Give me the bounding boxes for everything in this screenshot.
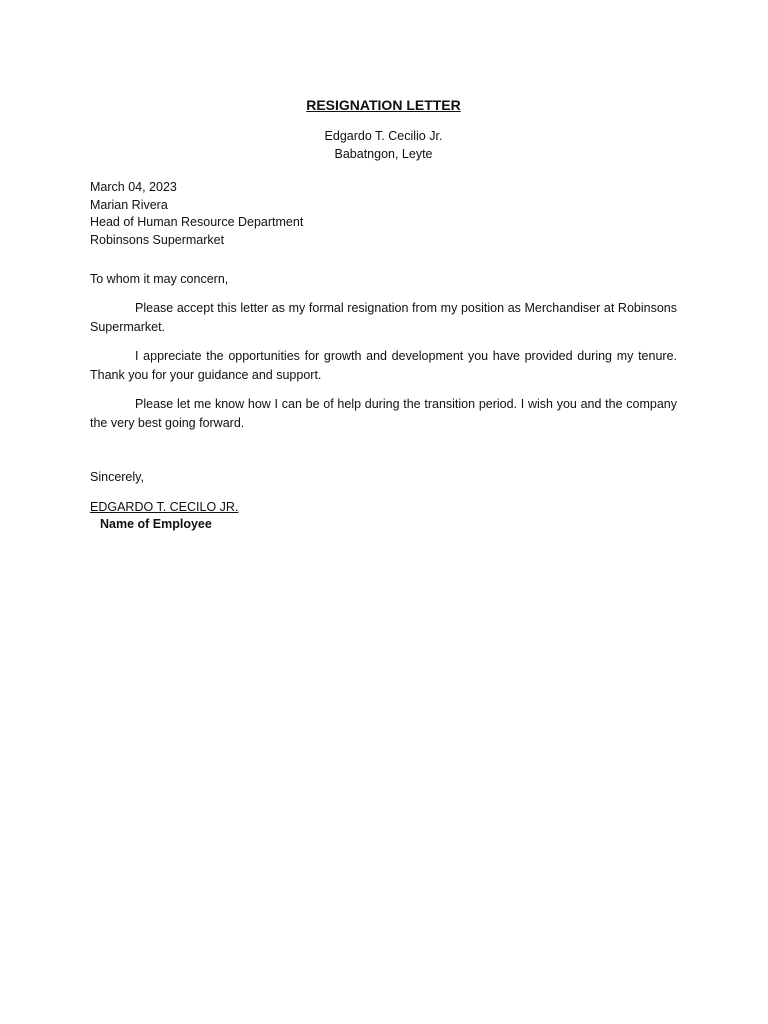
signature-label: Name of Employee [100, 517, 212, 531]
salutation: To whom it may concern, [90, 272, 229, 286]
sender-block [90, 127, 677, 163]
signature-name: EDGARDO T. CECILO JR. [90, 500, 239, 514]
closing: Sincerely, [90, 469, 144, 484]
paragraph: I appreciate the opportunities for growth and development you have provided during my tenure. Thank you for your guidance and support. [90, 348, 677, 382]
recipient-block [90, 179, 677, 249]
sender-address: Babatngon, Leyte [334, 147, 433, 161]
letter-body [90, 95, 677, 533]
recipient-position: Head of Human Resource Department [90, 215, 304, 229]
paragraph: Please let me know how I can be of help during the transition period. I wish you and the company the very best going forward. [90, 396, 677, 430]
recipient-company: Robinsons Supermarket [90, 232, 225, 247]
paragraph: Please accept this letter as my formal resignation from my position as Merchandiser at Robinsons Supermarket. [90, 300, 677, 334]
sender-name: Edgardo T. Cecilio Jr. [324, 129, 443, 143]
letter-title: RESIGNATION LETTER [306, 97, 461, 113]
recipient-name: Marian Rivera [90, 197, 168, 212]
letter-date: March 04, 2023 [90, 180, 177, 194]
